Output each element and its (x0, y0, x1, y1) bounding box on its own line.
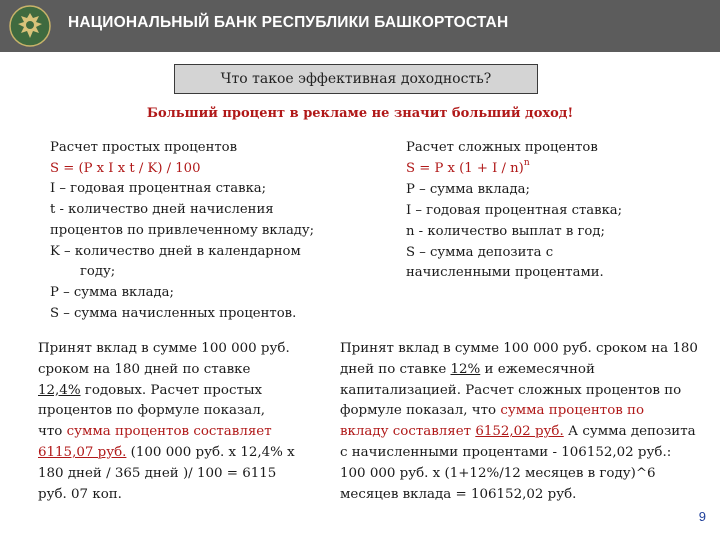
compound-def-line: S – сумма депозита с (406, 244, 554, 260)
simple-example-paragraph (38, 339, 295, 505)
compound-def-line: начисленными процентами. (406, 265, 604, 281)
simple-def-line: t - количество дней начисления (50, 202, 274, 218)
compound-interest-heading: Расчет сложных процентов (406, 140, 598, 155)
paragraph-line (38, 422, 295, 443)
compound-def-line: n - количество выплат в год; (406, 223, 605, 239)
rate-value: 12,4% (38, 382, 81, 398)
compound-formula-text: S = P x (1 + I / n) (406, 160, 524, 176)
paragraph-line: капитализацией. Расчет сложных процентов по (340, 382, 682, 398)
highlight-text: вкладу составляет (340, 424, 476, 440)
simple-def-line: S – сумма начисленных процентов. (50, 305, 297, 321)
text-run: А сумма депозита (563, 424, 696, 440)
simple-def-line: K – количество дней в календарном (50, 243, 301, 259)
paragraph-line: 100 000 руб. х (1+12%/12 месяцев в году)^6 (340, 465, 656, 481)
paragraph-line: сроком на 180 дней по ставке (38, 361, 251, 377)
page-number: 9 (698, 509, 706, 524)
paragraph-line: Принят вклад в сумме 100 000 руб. (38, 341, 290, 356)
rate-value: 12% (450, 361, 481, 377)
simple-def-line: I – годовая процентная ставка; (50, 181, 267, 197)
compound-interest-formula (406, 159, 622, 181)
result-amount: 6152,02 руб. (475, 424, 564, 440)
simple-interest-heading: Расчет простых процентов (50, 140, 238, 155)
result-amount: 6115,07 руб. (38, 444, 127, 460)
simple-def-line: году; (80, 264, 116, 280)
simple-interest-block (50, 138, 314, 324)
text-run: формуле показал, что (340, 403, 501, 419)
paragraph-line (38, 443, 295, 464)
text-run: годовых. Расчет простых (80, 382, 263, 398)
highlight-text: сумма процентов составляет (66, 424, 272, 440)
paragraph-line (38, 381, 295, 402)
paragraph-line: с начисленными процентами - 106152,02 руб.: (340, 444, 672, 460)
paragraph-line: Принят вклад в сумме 100 000 руб. сроком на 180 (340, 341, 698, 356)
simple-def-line: процентов по привлеченному вкладу; (50, 222, 315, 238)
text-run: дней по ставке (340, 361, 451, 377)
paragraph-line (340, 422, 698, 443)
text-run: и ежемесячной (480, 361, 595, 377)
paragraph-line (340, 360, 698, 381)
text-run: что (38, 424, 67, 440)
header-bar (0, 0, 720, 52)
paragraph-line (340, 401, 698, 422)
compound-interest-block (406, 138, 622, 284)
bank-name: НАЦИОНАЛЬНЫЙ БАНК РЕСПУБЛИКИ БАШКОРТОСТАН (68, 14, 509, 31)
simple-interest-formula: S = (P x I x t / K) / 100 (50, 160, 201, 176)
paragraph-line: процентов по формуле показал, (38, 403, 266, 419)
simple-def-line: P – сумма вклада; (50, 284, 174, 300)
text-run: (100 000 руб. х 12,4% х (126, 444, 295, 460)
subtitle-warning: Больший процент в рекламе не значит больший доход! (146, 106, 574, 121)
compound-def-line: P – сумма вклада; (406, 182, 530, 198)
compound-formula-exponent: n (523, 157, 530, 168)
paragraph-line: руб. 07 коп. (38, 486, 122, 502)
coat-of-arms-eagle-icon (8, 4, 52, 48)
compound-example-paragraph (340, 339, 698, 505)
page-title: Что такое эффективная доходность? (174, 64, 538, 94)
highlight-text: сумма процентов по (500, 403, 645, 419)
compound-def-line: I – годовая процентная ставка; (406, 203, 623, 219)
paragraph-line: 180 дней / 365 дней )/ 100 = 6115 (38, 465, 277, 481)
paragraph-line: месяцев вклада = 106152,02 руб. (340, 486, 577, 502)
